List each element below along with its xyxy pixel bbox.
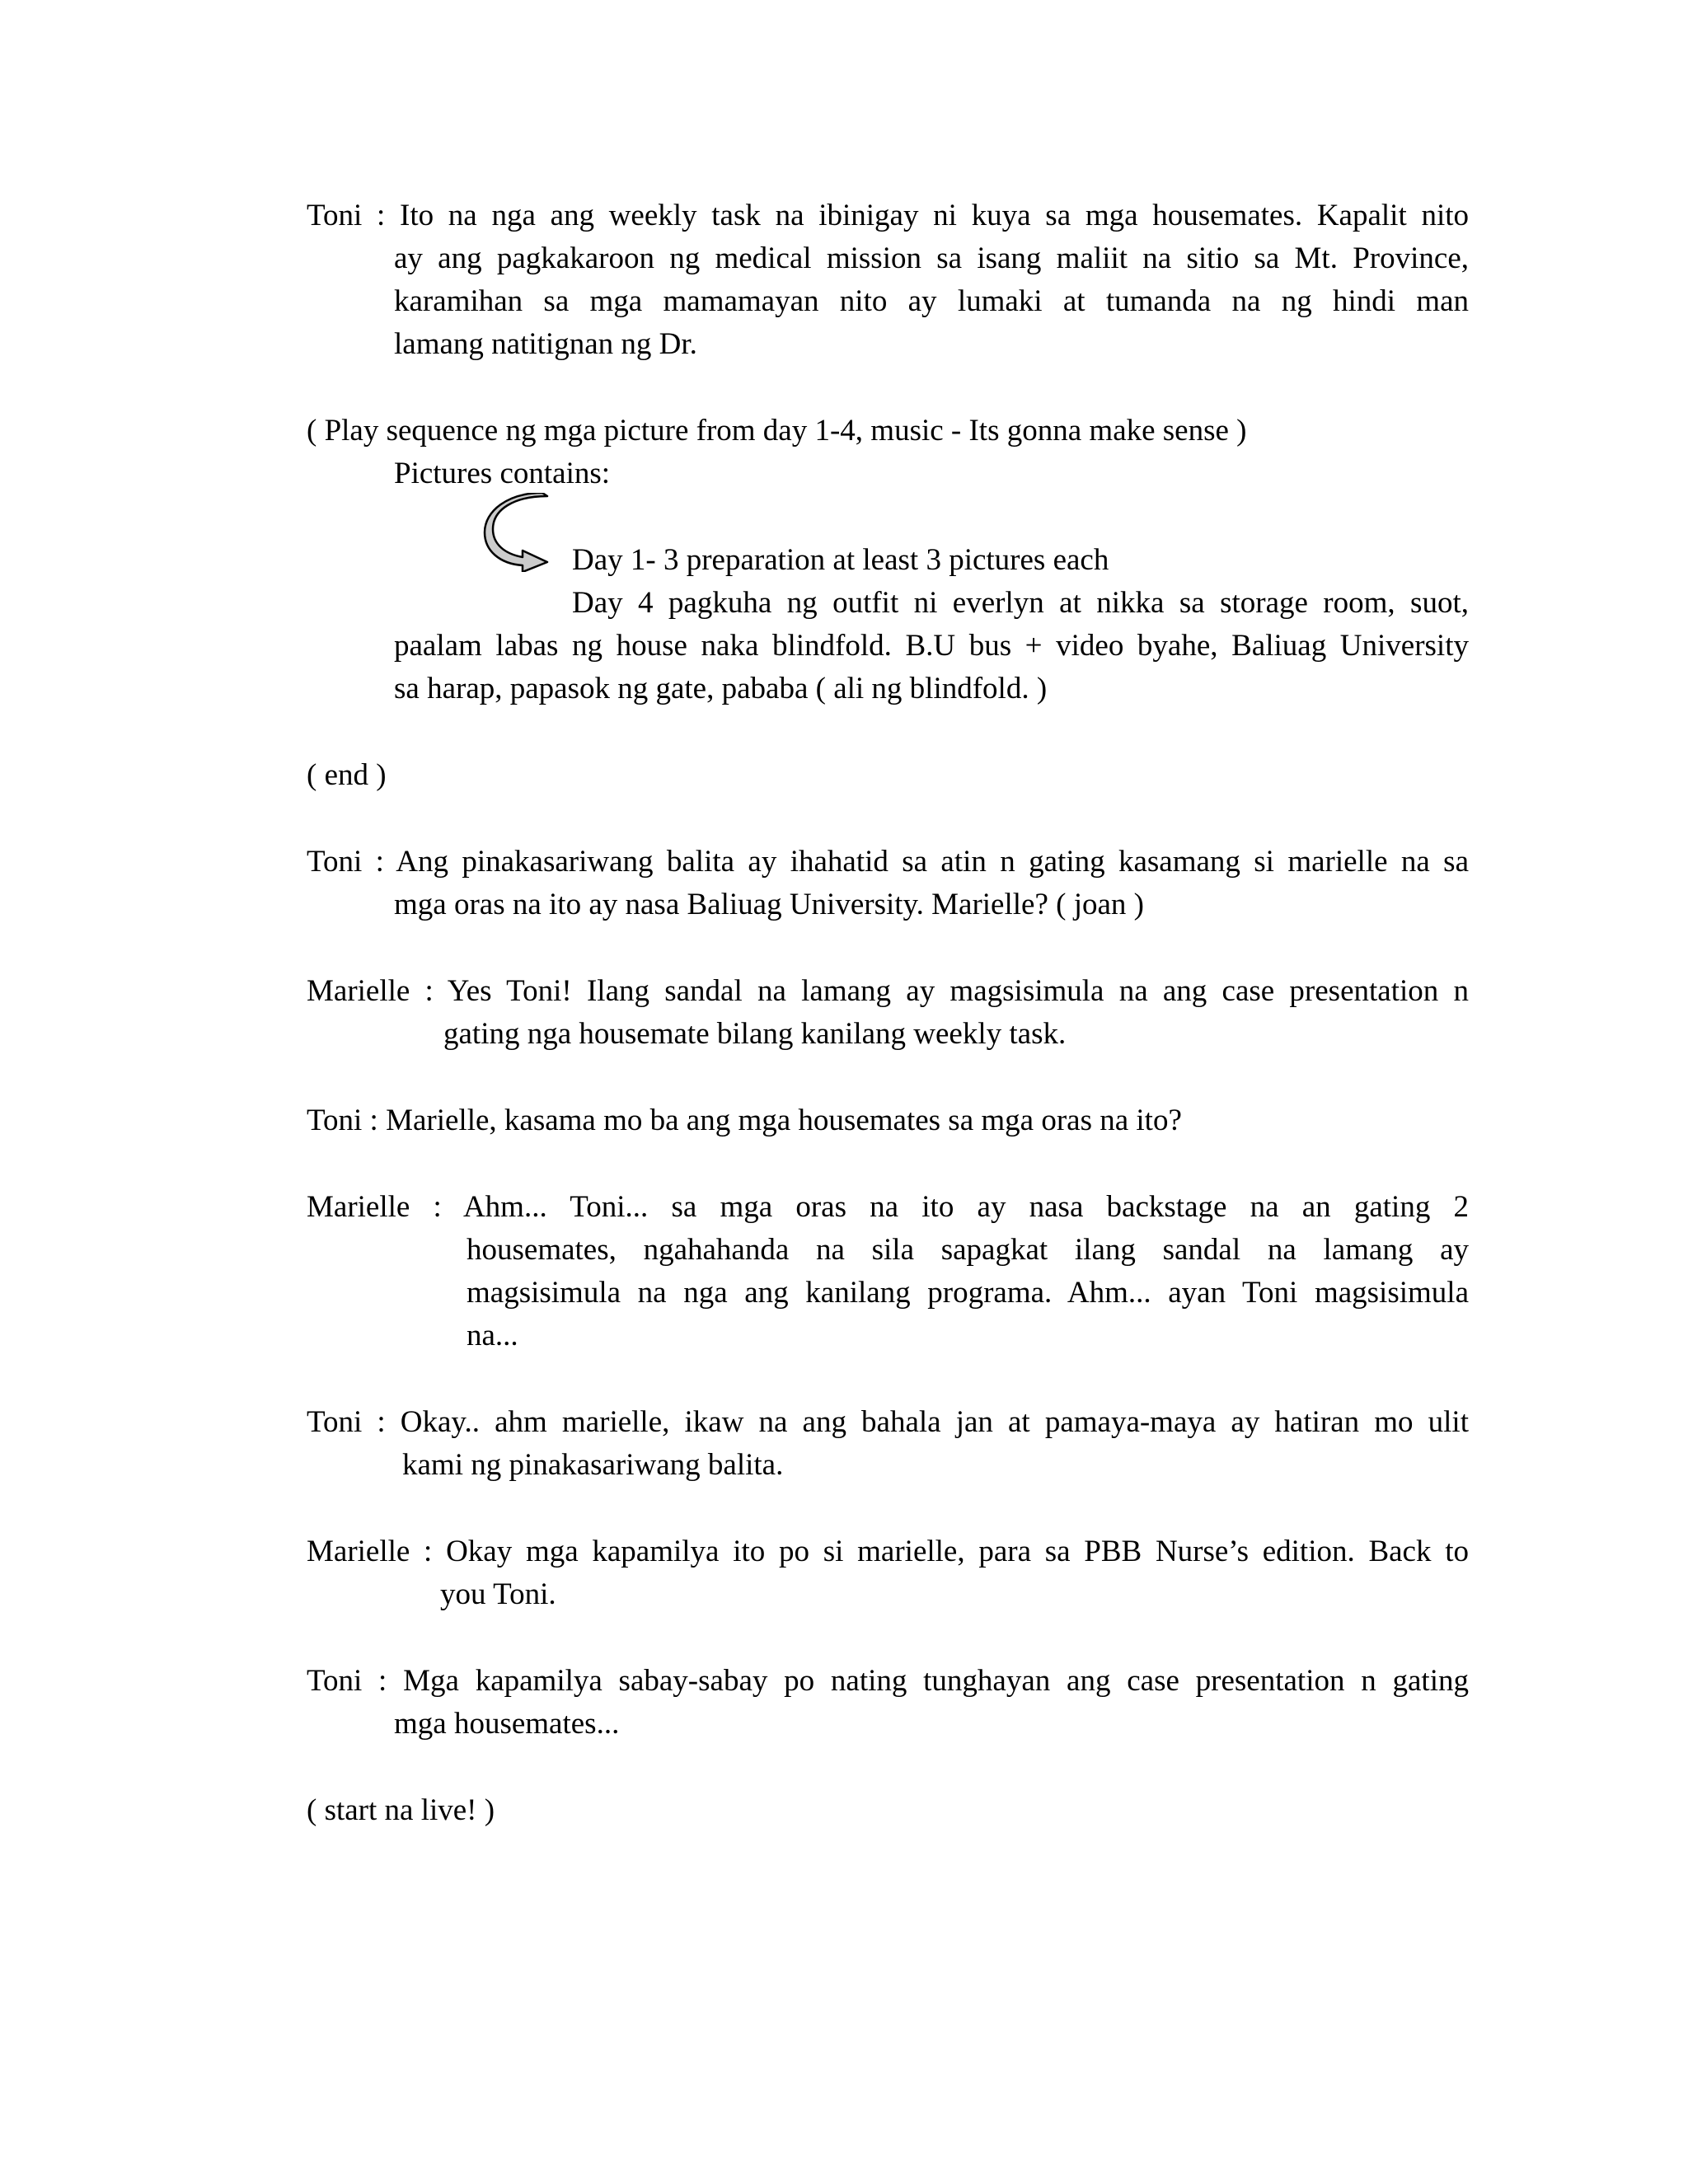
text-line: Toni : Okay.. ahm marielle, ikaw na ang bahala jan at pamaya-maya ay hatiran mo ulit [307,1405,1469,1439]
text-line: Toni : Mga kapamilya sabay-sabay po nating tunghayan ang case presentation n gating [307,1664,1469,1698]
text-line: Marielle : Yes Toni! Ilang sandal na lamang ay magsisimula na ang case presentation n [307,974,1469,1008]
text-line: Day 1- 3 preparation at least 3 pictures each [572,543,1109,577]
text-line: Pictures contains: [394,457,611,490]
text-line: mga housemates... [394,1707,620,1741]
text-line: ay ang pagkakaroon ng medical mission sa isang maliit na sitio sa Mt. Province, [394,241,1469,275]
text-line: ( Play sequence ng mga picture from day 1-4, music - Its gonna make sense ) [307,414,1247,448]
dialogue-marielle-3 [307,1530,1469,1616]
dialogue-toni-3 [307,1099,1469,1142]
text-line: paalam labas ng house naka blindfold. B.U bus + video byahe, Baliuag University [394,629,1469,663]
text-line: magsisimula na nga ang kanilang programa. Ahm... ayan Toni magsisimula [467,1276,1469,1310]
dialogue-toni-2 [307,841,1469,926]
stage-direction-play-sequence [307,410,1469,495]
text-line: Marielle : Okay mga kapamilya ito po si marielle, para sa PBB Nurse’s edition. Back to [307,1535,1469,1568]
text-line: Day 4 pagkuha ng outfit ni everlyn at nikka sa storage room, suot, [572,586,1469,620]
dialogue-toni-4 [307,1401,1469,1487]
text-line: kami ng pinakasariwang balita. [402,1448,784,1482]
stage-direction-end [307,754,1469,797]
text-line: Toni : Marielle, kasama mo ba ang mga housemates sa mga oras na ito? [307,1104,1182,1137]
text-line: you Toni. [440,1577,556,1611]
text-line: Toni : Ang pinakasariwang balita ay ihahatid sa atin n gating kasamang si marielle na sa [307,845,1469,879]
text-line: karamihan sa mga mamamayan nito ay lumaki at tumanda na ng hindi man [394,284,1469,318]
text-line: gating nga housemate bilang kanilang weekly task. [443,1017,1067,1051]
text-line: ( end ) [307,758,387,792]
dialogue-toni-1 [307,194,1469,366]
text-line: housemates, ngahahanda na sila sapagkat ilang sandal na lamang ay [467,1233,1469,1267]
text-line: Toni : Ito na nga ang weekly task na ibinigay ni kuya sa mga housemates. Kapalit nito [307,199,1469,232]
stage-direction-start-live [307,1789,1469,1832]
dialogue-marielle-1 [307,970,1469,1056]
dialogue-toni-5 [307,1660,1469,1746]
text-line: ( start na live! ) [307,1793,495,1827]
text-line: Marielle : Ahm... Toni... sa mga oras na ito ay nasa backstage na an gating 2 [307,1190,1469,1224]
pictures-list [307,539,1469,710]
dialogue-marielle-2 [307,1186,1469,1357]
text-line: mga oras na ito ay nasa Baliuag University. Marielle? ( joan ) [394,888,1144,921]
text-line: na... [467,1319,518,1352]
text-line: sa harap, papasok ng gate, pababa ( ali ng blindfold. ) [394,672,1048,705]
text-line: lamang natitignan ng Dr. [394,327,697,361]
